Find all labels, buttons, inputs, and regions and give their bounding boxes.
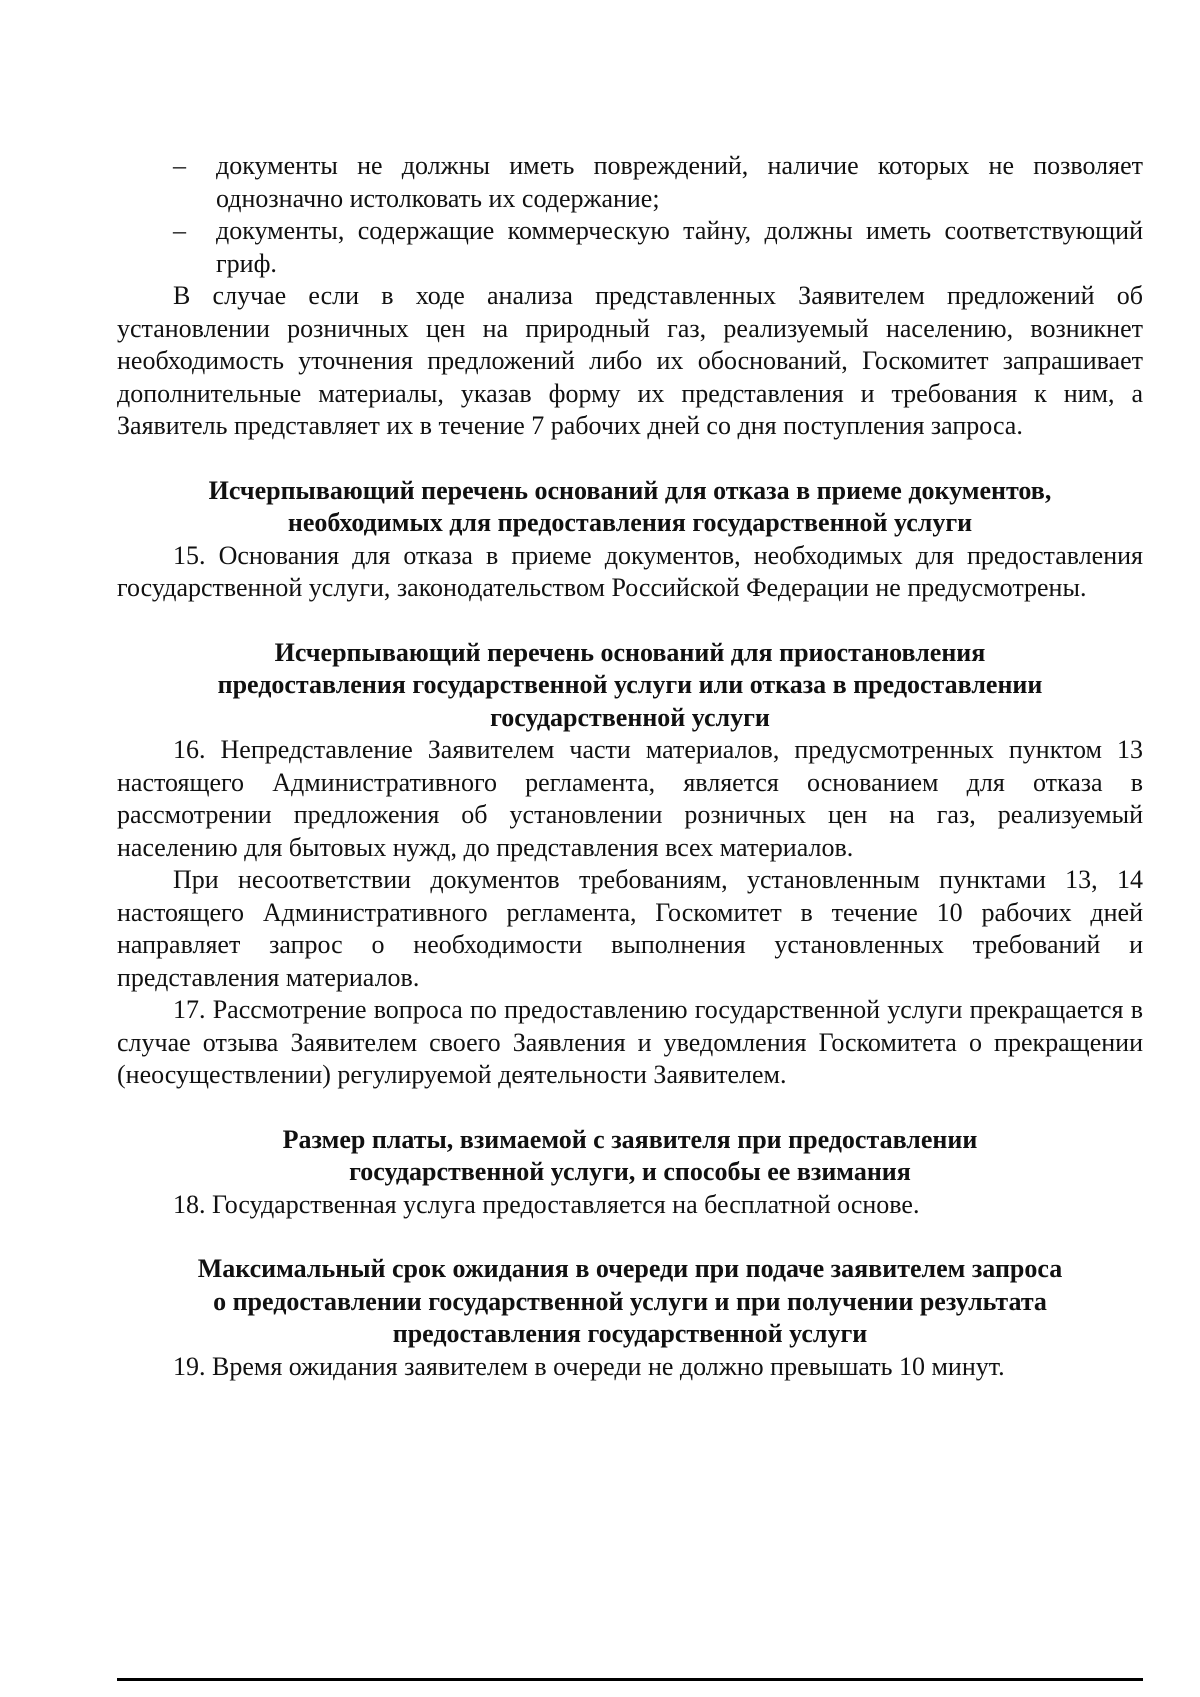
paragraph-15: 15. Основания для отказа в приеме документов, необходимых для предоставления государственной услуги, законодательством Российской Федерации не предусмотрены. [117, 540, 1143, 602]
heading-line: Исчерпывающий перечень оснований для приостановления [274, 637, 986, 667]
document-body [117, 150, 1143, 1383]
section-heading [117, 1124, 1143, 1189]
spacer [117, 443, 1143, 475]
bullet-text: документы, содержащие коммерческую тайну, должны иметь соответствующий гриф. [216, 216, 1143, 278]
list-item [117, 150, 1143, 215]
section-heading [117, 1253, 1143, 1351]
paragraph-17: 17. Рассмотрение вопроса по предоставлению государственной услуги прекращается в случае отзыва Заявителем своего Заявления и уведомления Госкомитета о прекращении (неосуществлении) регулируемой деятельности Заявителем. [117, 995, 1143, 1089]
paragraph-18: 18. Государственная услуга предоставляется на бесплатной основе. [173, 1189, 920, 1219]
heading-line: Максимальный срок ожидания в очереди при подаче заявителем запроса [197, 1254, 1063, 1283]
spacer [117, 1092, 1143, 1124]
paragraph-16b: При несоответствии документов требованиям, установленным пунктами 13, 14 настоящего Административного регламента, Госкомитет в течение 10 рабочих дней направляет запрос о необходимости выполнения установленных требований и представления материалов. [117, 865, 1143, 992]
heading-line: необходимых для предоставления государственной услуги [287, 508, 973, 537]
paragraph-intro: В случае если в ходе анализа представленных Заявителем предложений об установлении розничных цен на природный газ, реализуемый населению, возникнет необходимость уточнения предложений либо их обоснований, Госкомитет запрашивает дополнительные материалы, указав форму их представления и требования к ним, а Заявитель представляет их в течение 7 рабочих дней со дня поступления запроса. [117, 281, 1143, 440]
bullet-text: документы не должны иметь повреждений, наличие которых не позволяет однозначно истолковать их содержание; [216, 151, 1143, 213]
heading-line: о предоставлении государственной услуги и при получении результата [213, 1286, 1047, 1316]
heading-line: государственной услуги [490, 702, 770, 732]
section-heading [117, 475, 1143, 540]
section-heading [117, 637, 1143, 735]
heading-line: предоставления государственной услуги или отказа в предоставлении [217, 670, 1043, 699]
footer-rule [117, 1678, 1143, 1681]
spacer [117, 1221, 1143, 1253]
bullet-dash: – [173, 151, 186, 180]
bullet-dash: – [173, 216, 186, 245]
heading-line: Исчерпывающий перечень оснований для отказа в приеме документов, [208, 475, 1052, 505]
heading-line: предоставления государственной услуги [392, 1319, 868, 1348]
heading-line: Размер платы, взимаемой с заявителя при предоставлении [282, 1124, 978, 1154]
paragraph-19: 19. Время ожидания заявителем в очереди не должно превышать 10 минут. [173, 1351, 1005, 1381]
list-item [117, 215, 1143, 280]
heading-line: государственной услуги, и способы ее взимания [349, 1157, 911, 1186]
paragraph-16: 16. Непредставление Заявителем части материалов, предусмотренных пунктом 13 настоящего Административного регламента, является основанием для отказа в рассмотрении предложения об установлении розничных цен на газ, реализуемый населению для бытовых нужд, до представления всех материалов. [117, 735, 1143, 862]
spacer [117, 605, 1143, 637]
